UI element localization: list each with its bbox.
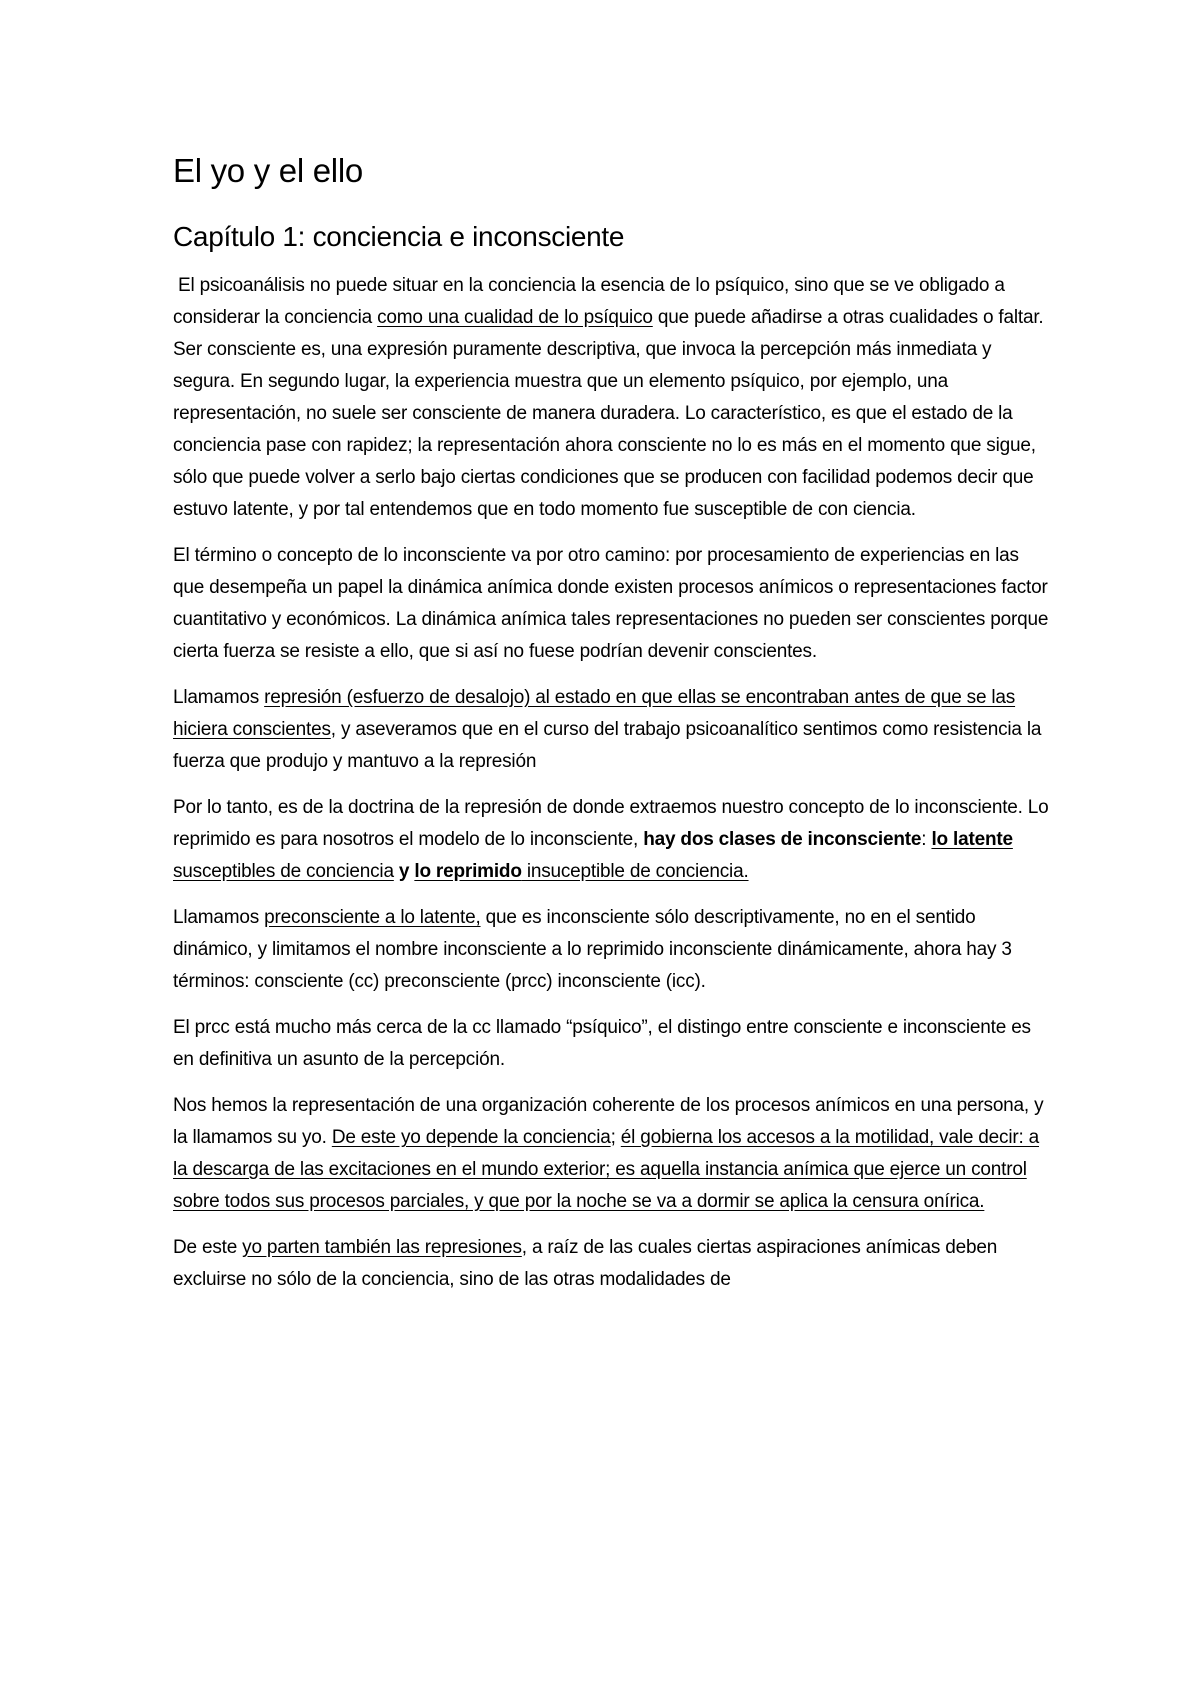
p4-text-a: Por lo tanto, es de la doctrina de la represión de donde extraemos nuestro concepto de lo inconsciente. Lo reprimido es para nosotros el modelo de lo inconsciente,: [173, 797, 1049, 850]
p3-text-a: Llamamos: [173, 687, 265, 708]
p7-underlined-1: De este yo depende la conciencia: [331, 1127, 611, 1148]
p4-bold: hay dos clases de inconsciente: [643, 829, 922, 850]
p7-underlined-2: él gobierna los accesos a la motilidad, vale decir: a la descarga de las excitaciones en el mundo exterior; es aquella instancia anímica que ejerce un control sobre todos sus procesos parciales, y que por la noche se va a dormir se aplica la censura onírica.: [173, 1127, 1039, 1212]
p4-underlined-bold-reprimido: lo reprimido: [414, 861, 522, 882]
p7-text-c: ;: [610, 1127, 621, 1148]
p4-underlined-susceptibles: susceptibles de conciencia: [173, 861, 394, 882]
paragraph-6: El prcc está mucho más cerca de la cc llamado “psíquico”, el distingo entre consciente e inconsciente es en definitiva un asunto de la percepción.: [173, 1017, 1031, 1070]
paragraph-1: [173, 270, 1053, 526]
p1-text-c: que puede añadirse a otras cualidades o faltar. Ser consciente es, una expresión puramente descriptiva, que invoca la percepción más inmediata y segura. En segundo lugar, la experiencia muestra que un elemento psíquico, por ejemplo, una representación, no suele ser consciente de manera duradera. Lo característico, es que el estado de la conciencia pase con rapidez; la representación ahora consciente no lo es más en el momento que sigue, sólo que puede volver a serlo bajo ciertas condiciones que se producen con facilidad podemos decir que estuvo latente, y por tal entendemos que en todo momento fue susceptible de con ciencia.: [173, 307, 1044, 520]
p8-underlined: yo parten también las represiones: [242, 1237, 522, 1258]
p5-text-a: Llamamos: [173, 907, 265, 928]
paragraph-7: [173, 1090, 1053, 1218]
p3-text-c: , y aseveramos que en el curso del trabajo psicoanalítico sentimos como resistencia la fuerza que produjo y mantuvo a la represión: [173, 719, 1042, 772]
document-title: El yo y el ello: [173, 152, 363, 189]
paragraph-5: [173, 902, 1053, 998]
p4-text-c: :: [921, 829, 932, 850]
p7-text-a: Nos hemos la representación de una organización coherente de los procesos anímicos en una persona, y la llamamos su yo.: [173, 1095, 1044, 1148]
p4-bold-y: y: [393, 861, 415, 882]
p5-underlined: preconsciente a lo latente,: [264, 907, 481, 928]
p4-underlined-bold-latente: lo latente: [931, 829, 1013, 850]
paragraph-3: [173, 682, 1053, 778]
p1-text-a: El psicoanálisis no puede situar en la conciencia la esencia de lo psíquico, sino que se ve obligado a considerar la conciencia: [173, 275, 1005, 328]
paragraph-8: [173, 1232, 1053, 1296]
p3-underlined: represión (esfuerzo de desalojo) al estado en que ellas se encontraban antes de que se las hiciera conscientes: [173, 687, 1016, 740]
p1-underlined: como una cualidad de lo psíquico: [377, 307, 653, 328]
p5-text-c: que es inconsciente sólo descriptivamente, no en el sentido dinámico, y limitamos el nombre inconsciente a lo reprimido inconsciente dinámicamente, ahora hay 3 términos: consciente (cc) preconsciente (prcc) inconsciente (icc).: [173, 907, 1012, 992]
p8-text-a: De este: [173, 1237, 243, 1258]
p4-underlined-insuceptible: insuceptible de conciencia.: [521, 861, 749, 882]
chapter-heading: Capítulo 1: conciencia e inconsciente: [173, 221, 625, 252]
paragraph-2: El término o concepto de lo inconsciente va por otro camino: por procesamiento de experiencias en las que desempeña un papel la dinámica anímica donde existen procesos anímicos o representaciones factor cuantitativo y económicos. La dinámica anímica tales representaciones no pueden ser conscientes porque cierta fuerza se resiste a ello, que si así no fuese podrían devenir conscientes.: [173, 545, 1049, 662]
document-page: [173, 140, 1053, 1310]
p8-text-c: , a raíz de las cuales ciertas aspiraciones anímicas deben excluirse no sólo de la conciencia, sino de las otras modalidades de: [173, 1237, 998, 1290]
paragraph-4: [173, 792, 1053, 888]
